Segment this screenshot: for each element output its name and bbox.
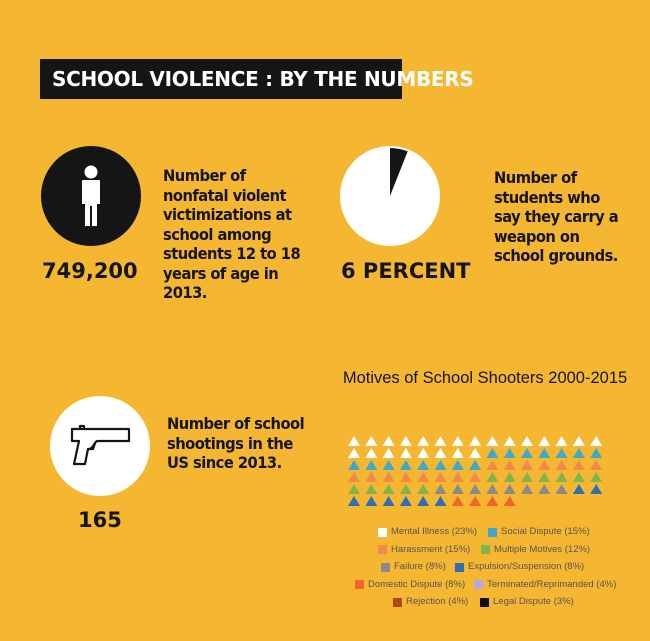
pictogram-mark-harassment <box>417 472 429 482</box>
pictogram-mark-domestic-dispute <box>452 496 464 506</box>
legend-swatch <box>488 528 497 537</box>
pictogram-mark-mental-illness <box>365 436 377 446</box>
legend-item-expulsion-suspension <box>455 561 584 573</box>
pictogram-mark-multiple-motives <box>383 484 395 494</box>
pictogram-mark-mental-illness <box>417 448 429 458</box>
pictogram-mark-failure <box>504 484 516 494</box>
pictogram-mark-harassment <box>590 460 602 470</box>
pictogram-mark-expulsion-suspension <box>435 496 447 506</box>
stat-victimizations-description: Number of nonfatal violent victimizations at school among students 12 to 18 years of age in 2013. <box>163 166 301 302</box>
pictogram-mark-mental-illness <box>486 436 498 446</box>
pictogram-mark-harassment <box>383 472 395 482</box>
pictogram-mark-multiple-motives <box>538 472 550 482</box>
pictogram-mark-social-dispute <box>348 460 360 470</box>
pictogram-mark-social-dispute <box>556 448 568 458</box>
pictogram-mark-mental-illness <box>452 448 464 458</box>
pictogram-mark-multiple-motives <box>504 472 516 482</box>
pictogram-mark-social-dispute <box>417 460 429 470</box>
pictogram-mark-failure <box>435 484 447 494</box>
pictogram-mark-harassment <box>348 472 360 482</box>
pictogram-mark-mental-illness <box>469 448 481 458</box>
legend-swatch <box>378 545 387 554</box>
pictogram-mark-multiple-motives <box>417 484 429 494</box>
pictogram-mark-harassment <box>400 472 412 482</box>
legend-item-terminated-reprimanded <box>474 579 616 591</box>
pictogram-mark-mental-illness <box>573 436 585 446</box>
pictogram-mark-social-dispute <box>452 460 464 470</box>
pictogram-mark-social-dispute <box>383 460 395 470</box>
pictogram-mark-expulsion-suspension <box>590 484 602 494</box>
legend-label: Harassment (15%) <box>391 543 471 555</box>
legend-label: Multiple Motives (12%) <box>494 543 591 555</box>
pictogram-mark-harassment <box>365 472 377 482</box>
pictogram-mark-harassment <box>538 460 550 470</box>
pictogram-mark-harassment <box>435 472 447 482</box>
legend-label: Failure (8%) <box>394 561 446 572</box>
stat-weapon-description: Number of students who say they carry a weapon on school grounds. <box>494 168 619 265</box>
pictogram-mark-mental-illness <box>383 436 395 446</box>
person-icon <box>41 146 141 246</box>
pictogram-mark-social-dispute <box>486 448 498 458</box>
legend-label: Rejection (4%) <box>406 596 469 607</box>
pictogram-mark-failure <box>538 484 550 494</box>
pictogram-mark-multiple-motives <box>365 484 377 494</box>
legend-label: Social Dispute (15%) <box>501 526 590 537</box>
pictogram-mark-multiple-motives <box>486 472 498 482</box>
pictogram-mark-social-dispute <box>435 460 447 470</box>
pictogram-mark-multiple-motives <box>573 472 585 482</box>
chart-title: Motives of School Shooters 2000-2015 <box>342 369 628 387</box>
pictogram-mark-mental-illness <box>400 448 412 458</box>
pictogram-mark-social-dispute <box>538 448 550 458</box>
legend-item-harassment <box>378 544 470 556</box>
legend-label: Domestic Dispute (8%) <box>368 578 466 590</box>
page-title: SCHOOL VIOLENCE : BY THE NUMBERS <box>40 59 402 99</box>
pictogram-mark-social-dispute <box>590 448 602 458</box>
legend-label: Terminated/Reprimanded (4%) <box>487 578 617 590</box>
pictogram-mark-mental-illness <box>556 436 568 446</box>
pictogram-mark-mental-illness <box>469 436 481 446</box>
pictogram-mark-mental-illness <box>400 436 412 446</box>
pictogram-mark-mental-illness <box>435 448 447 458</box>
legend-label: Mental Illness (23%) <box>391 526 478 537</box>
pictogram-mark-multiple-motives <box>348 484 360 494</box>
pictogram-mark-multiple-motives <box>556 472 568 482</box>
pictogram-mark-expulsion-suspension <box>573 484 585 494</box>
pictogram-mark-harassment <box>573 460 585 470</box>
pictogram-mark-mental-illness <box>504 436 516 446</box>
pictogram-mark-failure <box>452 484 464 494</box>
legend-item-failure <box>381 561 446 573</box>
pictogram-mark-mental-illness <box>417 436 429 446</box>
pictogram-mark-expulsion-suspension <box>417 496 429 506</box>
handgun-icon <box>50 396 150 496</box>
pictogram-mark-mental-illness <box>348 448 360 458</box>
legend-item-multiple-motives <box>481 544 590 556</box>
legend-item-legal-dispute <box>480 596 574 608</box>
pictogram-mark-harassment <box>521 460 533 470</box>
pictogram-mark-expulsion-suspension <box>383 496 395 506</box>
pie-slice-6-percent <box>390 148 408 196</box>
legend-swatch <box>381 563 390 572</box>
pictogram-mark-harassment <box>486 460 498 470</box>
legend-swatch <box>378 528 387 537</box>
legend-item-rejection <box>393 596 468 608</box>
pictogram-mark-failure <box>556 484 568 494</box>
pie-6-percent-icon <box>340 146 440 246</box>
legend-swatch <box>481 545 490 554</box>
pictogram-mark-multiple-motives <box>400 484 412 494</box>
pictogram-mark-social-dispute <box>469 460 481 470</box>
motives-pictogram <box>348 436 623 516</box>
stat-shootings-value: 165 <box>78 508 122 532</box>
pictogram-mark-domestic-dispute <box>486 496 498 506</box>
pictogram-mark-social-dispute <box>573 448 585 458</box>
pictogram-mark-mental-illness <box>365 448 377 458</box>
pictogram-mark-domestic-dispute <box>504 496 516 506</box>
pictogram-mark-harassment <box>504 460 516 470</box>
legend-item-social-dispute <box>488 526 590 538</box>
pictogram-mark-mental-illness <box>348 436 360 446</box>
pictogram-mark-expulsion-suspension <box>400 496 412 506</box>
pictogram-mark-social-dispute <box>365 460 377 470</box>
pictogram-mark-domestic-dispute <box>469 496 481 506</box>
legend-swatch <box>474 580 483 589</box>
pictogram-mark-harassment <box>452 472 464 482</box>
legend-swatch <box>480 598 489 607</box>
pictogram-mark-expulsion-suspension <box>365 496 377 506</box>
legend-item-domestic-dispute <box>355 579 465 591</box>
stat-shootings-description: Number of school shootings in the US since 2013. <box>167 414 305 472</box>
stat-weapon-value: 6 PERCENT <box>341 259 471 283</box>
pictogram-mark-mental-illness <box>383 448 395 458</box>
pictogram-mark-failure <box>469 484 481 494</box>
pictogram-mark-harassment <box>469 472 481 482</box>
pictogram-mark-social-dispute <box>521 448 533 458</box>
legend-label: Expulsion/Suspension (8%) <box>468 561 585 572</box>
pictogram-mark-multiple-motives <box>590 472 602 482</box>
legend-label: Legal Dispute (3%) <box>493 596 574 607</box>
pictogram-mark-mental-illness <box>452 436 464 446</box>
legend-item-mental-illness <box>378 526 477 538</box>
legend-swatch <box>393 598 402 607</box>
pictogram-mark-failure <box>521 484 533 494</box>
pictogram-mark-social-dispute <box>400 460 412 470</box>
pictogram-mark-social-dispute <box>504 448 516 458</box>
pictogram-mark-multiple-motives <box>521 472 533 482</box>
pictogram-mark-mental-illness <box>435 436 447 446</box>
pictogram-mark-failure <box>486 484 498 494</box>
legend-swatch <box>355 580 364 589</box>
pictogram-mark-mental-illness <box>521 436 533 446</box>
pictogram-mark-expulsion-suspension <box>348 496 360 506</box>
pictogram-mark-mental-illness <box>590 436 602 446</box>
legend-swatch <box>455 563 464 572</box>
pictogram-mark-harassment <box>556 460 568 470</box>
pictogram-mark-mental-illness <box>538 436 550 446</box>
stat-victimizations-value: 749,200 <box>42 259 138 283</box>
